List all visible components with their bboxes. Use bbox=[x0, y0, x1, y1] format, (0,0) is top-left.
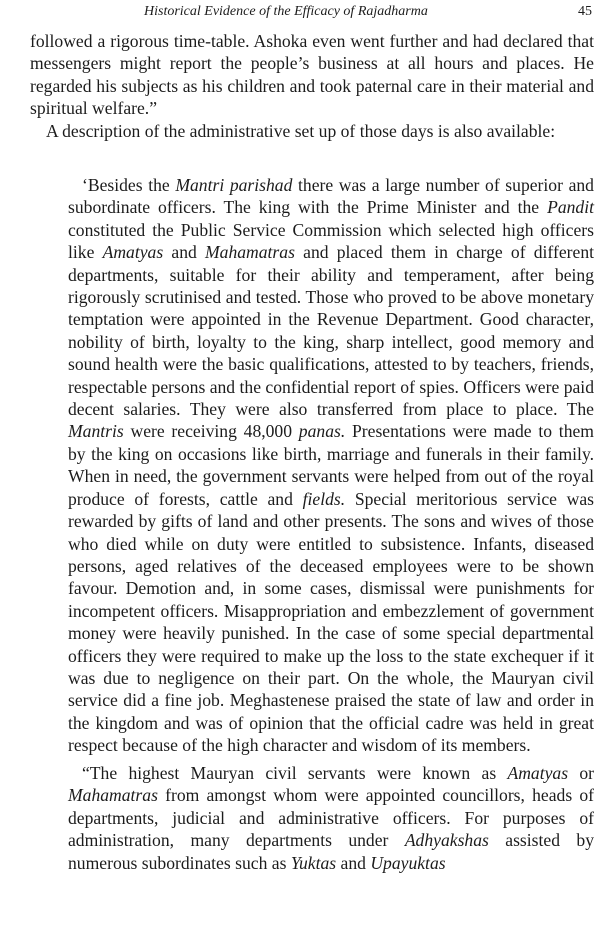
paragraph-administrative-quote bbox=[68, 174, 594, 757]
text-run: and bbox=[336, 852, 371, 873]
text-run: and bbox=[163, 242, 205, 263]
italic-term: Pandit bbox=[547, 197, 594, 218]
italic-term: Amatyas bbox=[507, 763, 569, 783]
italic-term: Mantri parishad bbox=[175, 175, 293, 195]
italic-term: Mahamatras bbox=[205, 242, 295, 263]
text-run: and placed them in charge of different departments, suitable for their ability and temperament, after being rigorously scrutinised and tested. Those who proved to be above monetary temptation were appointed in the Revenue Department. Good character, nobility of birth, loyalty to the king, sharp intellect, good memory and sound health were the basic qualifications, attested to by teachers, friends, respectable persons and the confidential report of spies. Officers were paid decent salaries. They were also transferred from place to place. The bbox=[68, 242, 594, 420]
text-run: “The highest Mauryan civil servants were known as bbox=[82, 763, 508, 783]
paragraph-mauryan-civil-servants bbox=[68, 762, 594, 874]
italic-term: Mantris bbox=[68, 421, 124, 442]
text-run: there was a large number of superior and subordinate officers. The king with the Prime Minister and the bbox=[68, 175, 594, 218]
italic-term: panas. bbox=[298, 421, 346, 442]
text-run: from amongst whom were appointed councillors, heads of departments, judicial and administrative officers. For purposes of administration, many departments under bbox=[68, 785, 594, 851]
italic-term: fields. bbox=[302, 488, 346, 509]
text-run: Special meritorious service was rewarded by gifts of land and other presents. The sons and wives of those who died while on duty were entitled to subsistence. Infants, diseased persons, aged relatives of the deceased employees were to be shown favour. Demotion and, in some cases, dismissal were punishments for incompetent officers. Misappropriation and embezzlement of government money were heavily punished. In the case of some special departmental officers they were required to make up the loss to the state exchequer if it was due to negligence on their part. On the whole, the Mauryan civil service did a fine job. Meghastenese praised the state of law and order in the kingdom and was of opinion that the official cadre was held in great respect because of the high character and wisdom of its members. bbox=[68, 488, 594, 756]
running-title: Historical Evidence of the Efficacy of Rajadharma bbox=[144, 4, 428, 19]
italic-term: Amatyas bbox=[102, 242, 164, 263]
running-header bbox=[144, 2, 592, 24]
italic-term: Upayuktas bbox=[370, 852, 446, 873]
text-run: assisted by numerous subordinates such as bbox=[68, 830, 595, 873]
text-run: Presentations were made to them by the king on occasions like birth, marriage and funerals in their family. When in need, the government servants were helped from out of the royal produce of forests, cattle and bbox=[68, 421, 594, 509]
text-run: or bbox=[568, 763, 594, 783]
paragraph-quote-continuation: followed a rigorous time-table. Ashoka even went further and had declared that messengers might report the people’s business at all hours and places. He regarded his subjects as his children and took paternal care in their material and spiritual welfare.” bbox=[30, 31, 594, 119]
text-run: constituted the Public Service Commission which selected high officers like bbox=[68, 219, 594, 263]
paragraph-description-intro: A description of the administrative set up of those days is also available: bbox=[46, 121, 556, 141]
page-number: 45 bbox=[578, 4, 592, 19]
italic-term: Adhyakshas bbox=[404, 830, 489, 851]
italic-term: Yuktas bbox=[290, 852, 337, 873]
text-run: ‘Besides the bbox=[82, 175, 176, 195]
italic-term: Mahamatras bbox=[68, 785, 158, 806]
text-run: were receiving 48,000 bbox=[123, 421, 299, 442]
